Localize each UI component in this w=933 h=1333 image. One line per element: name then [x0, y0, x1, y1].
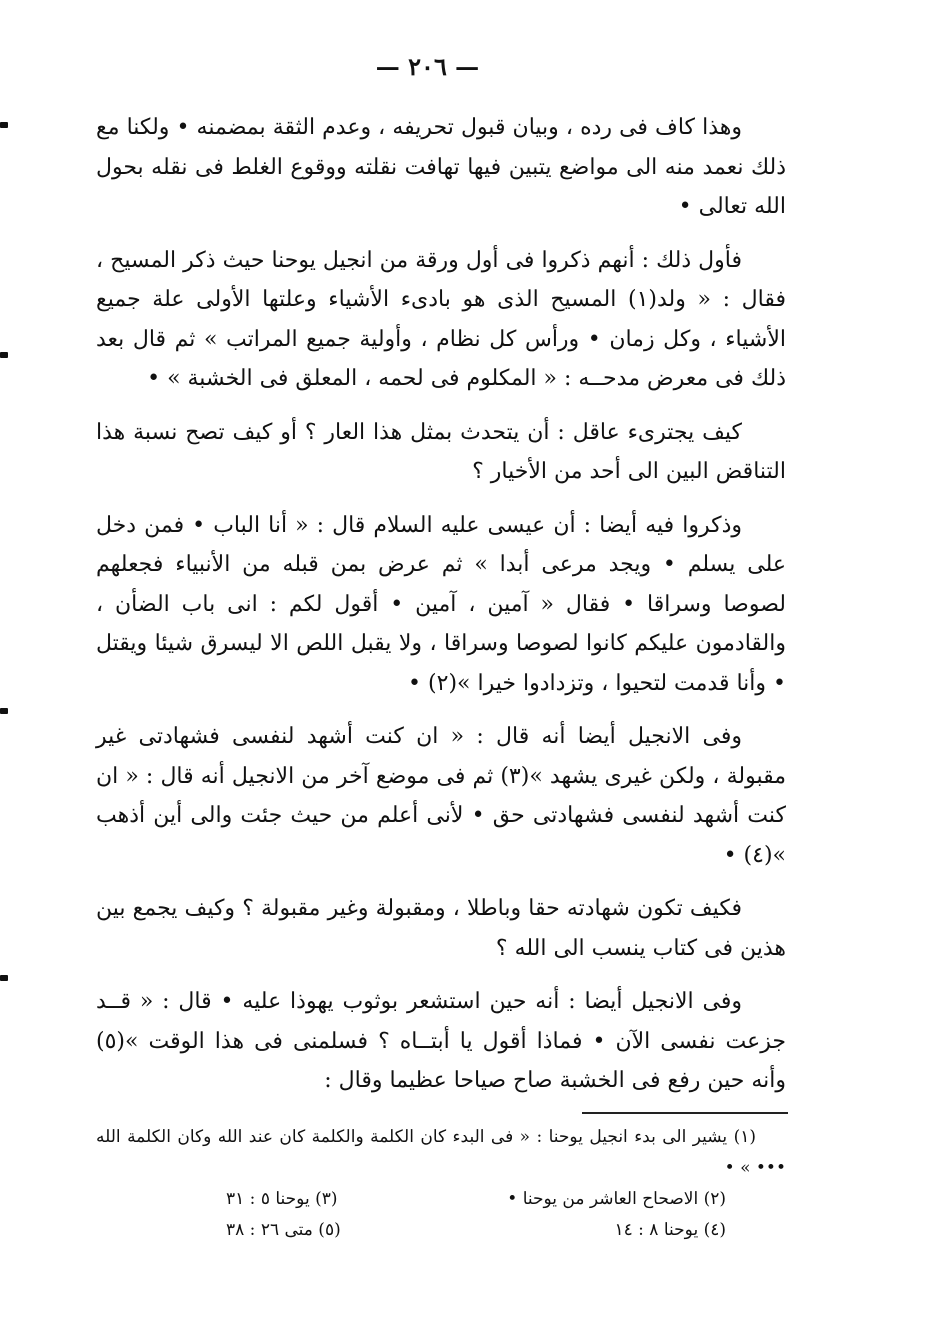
footnotes	[96, 1122, 786, 1246]
scan-margin-mark	[0, 975, 8, 981]
paragraph: وذكروا فيه أيضا : أن عيسى عليه السلام قال : « أنا الباب • فمن دخل على يسلم • ويجد مرعى أبدا » ثم عرض بمن قبله من الأنبياء فجعلهم لصوصا وسراقا • فقال « آمين ، آمين • أقول لكم : انى باب الضأن ، والقادمون عليكم كانوا لصوصا وسراقا ، ولا يقبل اللص الا ليسرق شيئا ويقتل • وأنا قدمت لتحيوا ، وتزدادوا خيرا »(٢) •	[96, 512, 786, 696]
footnote-2: (٢) الاصحاح العاشر من يوحنا •	[507, 1189, 726, 1209]
scan-margin-mark	[0, 708, 8, 714]
page-number: — ٢٠٦ —	[375, 52, 480, 81]
footnote-separator	[582, 1112, 788, 1114]
paragraph: فأول ذلك : أنهم ذكروا فى أول ورقة من انجيل يوحنا حيث ذكر المسيح ، فقال : « ولد(١) المسيح الذى هو بادىء الأشياء وعلتها الأولى علة جميع الأشياء ، وكل زمان • ورأس كل نظام ، وأولية جميع المراتب » ثم قال بعد ذلك فى معرض مدحــه : « المكلوم فى لحمه ، المعلق فى الخشبة » •	[96, 247, 786, 391]
scan-margin-mark	[0, 352, 8, 358]
paragraph: كيف يجترىء عاقل : أن يتحدث بمثل هذا العار ؟ أو كيف تصح نسبة هذا التناقض البين الى أحد من الأخيار ؟	[96, 419, 786, 484]
paragraph: فكيف تكون شهادته حقا وباطلا ، ومقبولة وغير مقبولة ؟ وكيف يجمع بين هذين فى كتاب ينسب الى الله ؟	[96, 896, 786, 961]
paragraph: وفى الانجيل أيضا : أنه حين استشعر بوثوب يهوذا عليه • قال : « قــد جزعت نفسى الآن • فماذا أقول يا أبتــاه ؟ فسلمنى فى هذا الوقت »(٥) وأنه حين رفع فى الخشبة صاح صياحا عظيما وقال :	[96, 989, 786, 1093]
footnote-row	[96, 1215, 786, 1246]
scan-margin-mark	[0, 122, 8, 128]
footnote-3: (٣) يوحنا ٥ : ٣١	[226, 1189, 338, 1209]
footnote-5: (٥) متى ٢٦ : ٣٨	[226, 1220, 341, 1240]
main-text	[96, 108, 786, 1115]
paragraph: وفى الانجيل أيضا أنه قال : « ان كنت أشهد لنفسى فشهادتى غير مقبولة ، ولكن غيرى يشهد »(٣) ثم فى موضع آخر من الانجيل أنه قال : « ان كنت أشهد لنفسى فشهادتى حق • لأنى أعلم من حيث جئت والى أين أذهب »(٤) •	[96, 724, 786, 868]
paragraph: وهذا كاف فى رده ، وبيان قبول تحريفه ، وعدم الثقة بمضمنه • ولكنا مع ذلك نعمد منه الى مواضع يتبين فيها تهافت نقلته ووقوع الغلط فى نقله بحول الله تعالى •	[96, 115, 786, 219]
footnote-1: (١) يشير الى بدء انجيل يوحنا : « فى البدء كان الكلمة والكلمة كان عند الله وكان الكلمة الله ••• » •	[96, 1127, 786, 1178]
footnote-row	[96, 1184, 786, 1215]
footnote-4: (٤) يوحنا ٨ : ١٤	[614, 1220, 726, 1240]
